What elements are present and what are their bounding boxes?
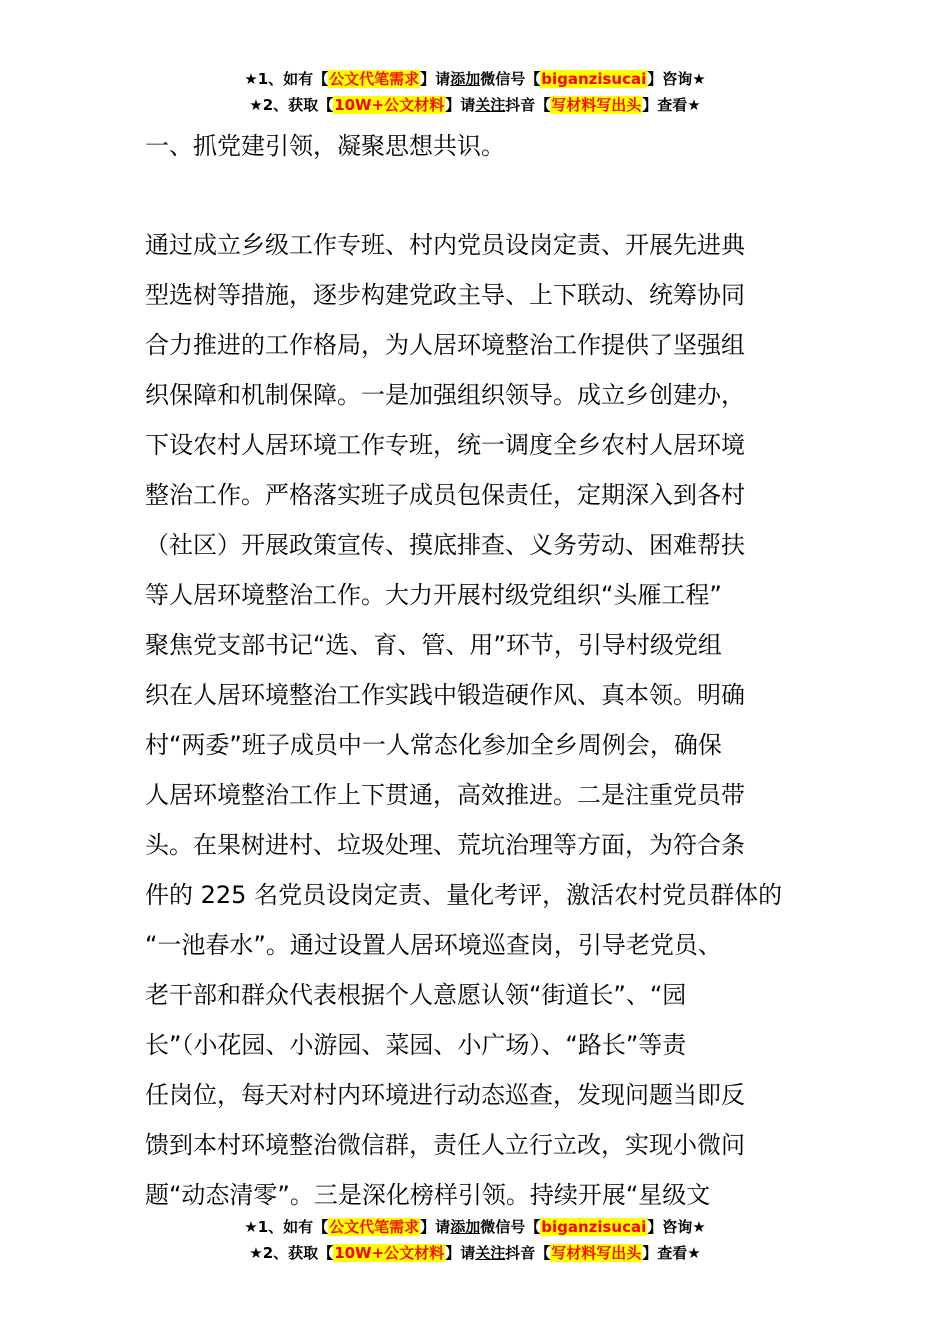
bottom-banner	[0, 1214, 950, 1266]
banner-text: 】请	[420, 70, 451, 88]
text-line: 任岗位，每天对村内环境进行动态巡查，发现问题当即反	[145, 1081, 745, 1109]
banner-text: 】查看★	[642, 1244, 701, 1262]
banner-highlight: 10W+公文材料	[334, 1244, 445, 1262]
text-line: 织保障和机制保障。一是加强组织领导。成立乡创建办，	[145, 381, 745, 409]
banner-underlined: 添加	[450, 1218, 481, 1236]
text-line: 长”（小花园、小游园、菜园、小广场）、“路长”等责	[145, 1031, 687, 1059]
text-line: 下设农村人居环境工作专班，统一调度全乡农村人居环境	[145, 431, 745, 459]
banner-text: 微信号【	[480, 1218, 541, 1236]
banner-text: 】请	[445, 1244, 476, 1262]
banner-text: 】请	[445, 96, 476, 114]
top-banner	[0, 66, 950, 118]
banner-highlight: 写材料写出头	[551, 96, 642, 114]
banner-line-2	[0, 92, 950, 118]
banner-text: 】查看★	[642, 96, 701, 114]
text-line: 织在人居环境整治工作实践中锻造硬作风、真本领。明确	[145, 681, 745, 709]
text-line: （社区）开展政策宣传、摸底排查、义务劳动、困难帮扶	[145, 531, 745, 559]
text-line: “一池春水”。通过设置人居环境巡查岗，引导老党员、	[145, 931, 722, 959]
text-line: 型选树等措施，逐步构建党政主导、上下联动、统筹协同	[145, 281, 745, 309]
text-line: 人居环境整治工作上下贯通，高效推进。二是注重党员带	[145, 781, 745, 809]
banner-text: 抖音【	[505, 96, 551, 114]
banner-line-2	[0, 1240, 950, 1266]
section-heading: 一、抓党建引领，凝聚思想共识。	[145, 132, 505, 160]
text-line: 头。在果树进村、垃圾处理、荒坑治理等方面，为符合条	[145, 831, 745, 859]
text-line: 通过成立乡级工作专班、村内党员设岗定责、开展先进典	[145, 231, 745, 259]
text-line: 合力推进的工作格局，为人居环境整治工作提供了坚强组	[145, 331, 745, 359]
banner-text: 】请	[420, 1218, 451, 1236]
banner-highlight: biganzisucai	[541, 70, 647, 88]
banner-line-1	[0, 1214, 950, 1240]
text-line: 村“两委”班子成员中一人常态化参加全乡周例会，确保	[145, 731, 722, 759]
banner-highlight: biganzisucai	[541, 1218, 647, 1236]
banner-highlight: 10W+公文材料	[334, 96, 445, 114]
banner-text: ★2、获取【	[249, 1244, 334, 1262]
banner-highlight: 写材料写出头	[551, 1244, 642, 1262]
banner-text: ★1、如有【	[244, 70, 329, 88]
body-text	[145, 220, 815, 1220]
banner-underlined: 关注	[475, 96, 506, 114]
text-line: 聚焦党支部书记“选、育、管、用”环节，引导村级党组	[145, 631, 722, 659]
text-line: 整治工作。严格落实班子成员包保责任，定期深入到各村	[145, 481, 745, 509]
banner-text: 】咨询★	[647, 1218, 706, 1236]
text-line: 老干部和群众代表根据个人意愿认领“街道长”、“园	[145, 981, 687, 1009]
text-line: 件的 225 名党员设岗定责、量化考评，激活农村党员群体的	[145, 881, 783, 909]
banner-text: ★1、如有【	[244, 1218, 329, 1236]
text-line: 馈到本村环境整治微信群，责任人立行立改，实现小微问	[145, 1131, 745, 1159]
text-line: 等人居环境整治工作。大力开展村级党组织“头雁工程”	[145, 581, 722, 609]
banner-underlined: 关注	[475, 1244, 506, 1262]
banner-highlight: 公文代笔需求	[329, 70, 420, 88]
banner-text: 微信号【	[480, 70, 541, 88]
text-line: 题“动态清零”。三是深化榜样引领。持续开展“星级文	[145, 1181, 711, 1209]
banner-highlight: 公文代笔需求	[329, 1218, 420, 1236]
banner-text: ★2、获取【	[249, 96, 334, 114]
banner-text: 】咨询★	[647, 70, 706, 88]
banner-line-1	[0, 66, 950, 92]
banner-underlined: 添加	[450, 70, 481, 88]
banner-text: 抖音【	[505, 1244, 551, 1262]
